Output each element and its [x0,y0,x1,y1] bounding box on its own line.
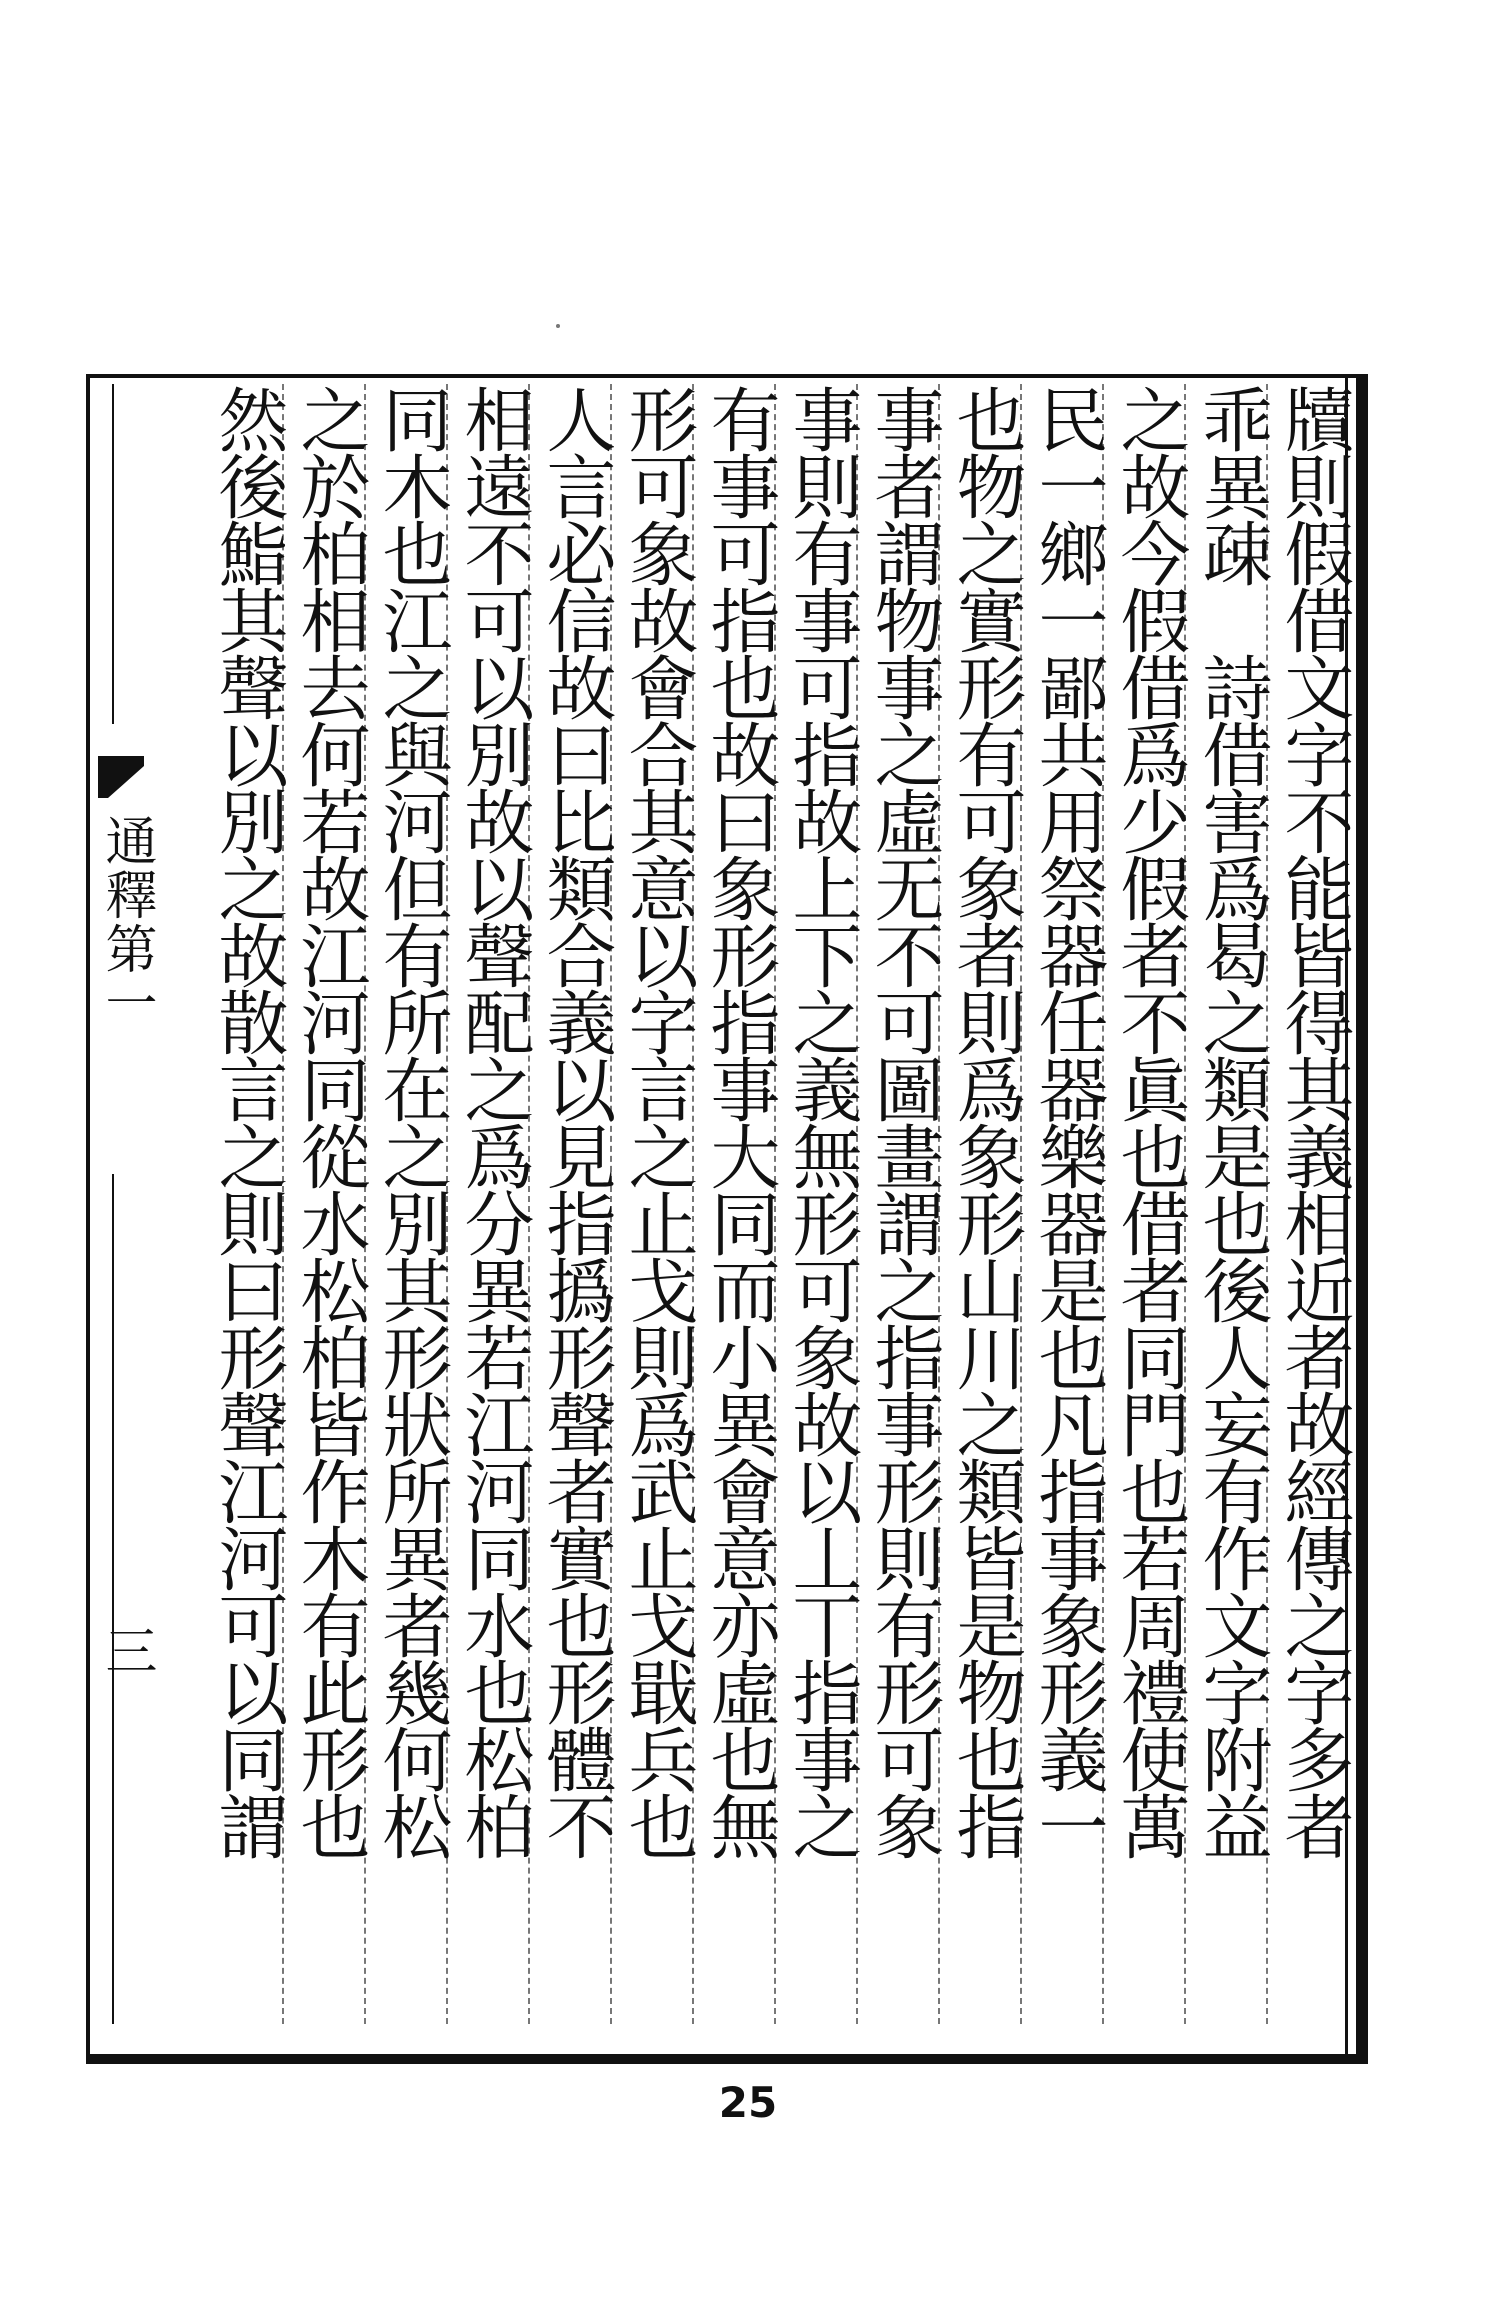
text-column-2: 乖異疎 詩借害爲曷之類是也後人妄有作文字附益 [1191,384,1273,1858]
page-number: 25 [718,2078,778,2127]
text-column-6: 事者謂物事之虛无不可圖畫謂之指事形則有形可象 [863,384,945,1858]
text-column-5: 也物之實形有可象者則爲象形山川之類皆是物也指 [945,384,1027,1858]
block-heart-leaf-number: 三 [96,1624,156,1676]
text-column-13: 之於柏相去何若故江河同從水松柏皆作木有此形也 [289,384,371,1858]
text-column-8: 有事可指也故曰象形指事大同而小異會意亦虛也無 [699,384,781,1858]
text-column-11: 相遠不可以別故以聲配之爲分異若江河同水也松柏 [453,384,535,1858]
text-column-7: 事則有事可指故上下之義無形可象故以丄丅指事之 [781,384,863,1858]
frame-left-rule [86,374,90,2064]
frame-bottom-rule [86,2054,1368,2064]
frame-outer-right-rule [1356,374,1368,2064]
text-column-3: 之故今假借爲少假者不眞也借者同門也若周禮使萬 [1109,384,1191,1858]
text-column-1: 牘則假借文字不能皆得其義相近者故經傳之字多者 [1273,384,1355,1858]
scan-dust-mark [556,324,560,328]
text-column-12: 同木也江之與河但有所在之別其形狀所異者幾何松 [371,384,453,1858]
text-column-9: 形可象故會合其意以字言之止戈則爲武止戈戢兵也 [617,384,699,1858]
frame-top-rule [86,374,1368,378]
fish-tail-mark-icon [98,756,144,798]
text-column-14: 然後鮨其聲以別之故散言之則曰形聲江河可以同謂 [207,384,289,1858]
text-column-10: 人言必信故曰比類合義以見指撝形聲者實也形體不 [535,384,617,1858]
text-column-4: 民一鄉一鄙共用祭器任器樂器是也凡指事象形義一 [1027,384,1109,1858]
block-heart-upper-rule [112,384,114,724]
block-heart-title: 通釋第一 [96,814,156,1030]
block-heart-column [98,384,154,2024]
block-heart-lower-rule [112,1174,114,2024]
